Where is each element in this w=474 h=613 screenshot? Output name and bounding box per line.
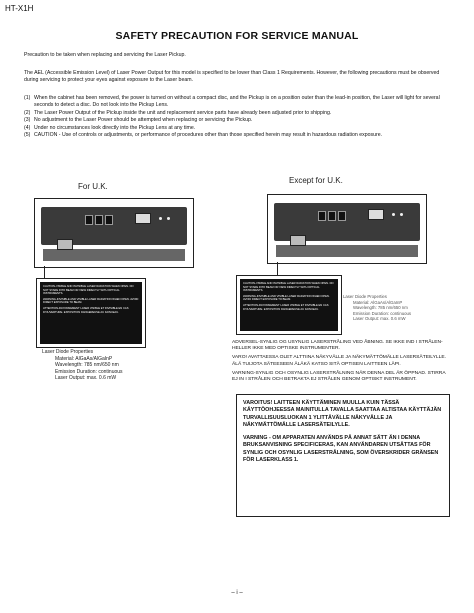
screw-icon [400,213,403,216]
properties-title: Laser Diode Properties [42,349,94,355]
export-caption: Except for U.K. [289,176,343,185]
properties-material: Material: AlGaAs/AlGaInP [55,355,113,362]
properties-duration: Emission Duration: continuous [353,310,412,316]
precaution-list [24,95,454,139]
precaution-text: The Laser Power Output of the Pickup inside the unit and replacement service parts have already been adjusted prior to shipping. [34,109,332,116]
screw-icon [167,217,170,220]
device-base-plate [276,245,418,257]
precaution-number: (2) [24,109,31,116]
uk-label-line: WARNING-INVISIBLE AND VISIBLE LASER RADIATION WHEN OPEN. AVOID DIRECT EXPOSURE TO BEAM. [43,297,139,305]
ael-text: The AEL (Accessible Emission Level) of Laser Power Output for this model is specified to be lower than Class 1 Requirements. However, the following precautions must be observed during servicing to protect your eyes against exposure to the Laser beam. [24,70,440,84]
nordic-caution-box [236,394,450,517]
precaution-item [24,95,454,110]
nordic-warnings [232,340,452,386]
export-label-line: WARNING-INVISIBLE AND VISIBLE LASER RADIATION WHEN OPEN. AVOID DIRECT EXPOSURE TO BEAM. [243,294,330,302]
precaution-text: No adjustment to the Laser Power should be attempted when replacing or servicing the Pickup. [34,117,253,124]
properties-wavelength: Wavelength: 785 nm/650 nm [353,305,408,311]
swedish-caution: VARNING - OM APPARATEN ANVÄNDS PÅ ANNAT SÄTT ÄN I DENNA BRUKSANVISNING SPECIFICERAS, KAN ANVÄNDAREN UTSÄTTAS FÖR SYNLIG OCH OSYNLIG LASERSTRÅLNING, SOM ÖVERSKRIDER GRÄNSEN FÖR LASERKLASS 1. [243,435,439,464]
export-device-rear-illustration [267,194,427,264]
properties-material: Material: AlGaAs/AlGaInP [353,299,403,305]
intro-text: Precaution to be taken when replacing and servicing the Laser Pickup. [24,52,186,58]
precaution-text: Under no circumstances look directly into the Pickup Lens at any time. [34,124,196,131]
uk-warning-label [36,278,146,348]
export-label-line: CAUTION-VISIBLE AND INVISIBLE LASER RADIATION WHEN OPEN. DO NOT STARE INTO BEAM OR VIEW DIRECTLY WITH OPTICAL INSTRUMENTS. [243,282,334,293]
properties-output: Laser Output: max. 0.6 mW [55,375,117,382]
precaution-text: CAUTION - Use of controls or adjustments, or performance of procedures other than those specified herein may result in hazardous radiation exposure. [34,132,383,139]
page-number: – i – [231,590,243,596]
screw-icon [159,217,162,220]
jack-icon [318,211,326,221]
uk-laser-properties [42,349,123,382]
jack-icon [95,215,103,225]
laser-label-marker-icon [290,235,306,246]
label-tag-icon [135,213,151,224]
export-label-line: ATTENTION-RAYONNEMENT LASER VISIBLE ET INVISIBLE EN CAS D'OUVERTURE. EXPOSITION DANGEREUSE AU FAISCEAU. [243,303,329,311]
finnish-warning: VARO! AVATTAESSA OLET ALTTIINA NÄKYVÄLLE JA NÄKYMÄTTÖMÄLLE LASERSÄTEILYLLE. ÄLÄ TUIJOTA SÄTEESEEN ÄLÄKÄ KATSO SITÄ OPTISEN LAITTEEN LÄPI. [232,355,446,367]
jack-icon [328,211,336,221]
precaution-item [24,125,454,132]
precaution-item [24,117,454,124]
device-base-plate [43,249,185,261]
precaution-text: When the cabinet has been removed, the power is turned on without a compact disc, and the Pickup is on a position outer than the lead-in position, the Laser will light for several seconds to detect a disc. Do not look into the Pickup Lens. [34,95,440,109]
export-laser-properties [343,294,411,322]
jack-icon [338,211,346,221]
jack-icon [85,215,93,225]
uk-label-line: CAUTION-VISIBLE AND INVISIBLE LASER RADIATION WHEN OPEN. DO NOT STARE INTO BEAM OR VIEW DIRECTLY WITH OPTICAL INSTRUMENTS. [43,285,134,296]
swedish-warning: VARNING-SYNLIG OCH OSYNLIG LASERSTRÅLNING NÄR DENNA DEL ÄR ÖPPNAD. STIRRA EJ IN I STRÅLEN OCH BETRAKTA EJ STRÅLEN GENOM OPTISKT INSTRUMENT. [232,370,446,383]
uk-device-rear-illustration [34,198,194,268]
properties-title: Laser Diode Properties [343,294,387,299]
laser-label-marker-icon [57,239,73,250]
page-title: SAFETY PRECAUTION FOR SERVICE MANUAL [115,30,359,42]
model-number: HT-X1H [5,4,34,13]
danish-warning: ADVERSEL-SYNLIG OG USYNLIG LASERSTRÅLING VED ÅBNING. SE IKKE IND I STRÅLEN-HELLER IKKE MED OPTISKE INSTRUMENTER. [232,340,443,352]
jack-icon [105,215,113,225]
leader-line [277,262,278,275]
uk-caption: For U.K. [78,182,108,191]
precaution-number: (3) [24,117,31,124]
screw-icon [392,213,395,216]
precaution-item [24,110,454,117]
export-warning-label [236,275,342,335]
precaution-number: (4) [24,124,31,131]
finnish-caution: VAROITUS! LAITTEEN KÄYTTÄMINEN MUULLA KUIN TÄSSÄ KÄYTTÖOHJEESSA MAINITULLA TAVALLA SAATTAA ALTISTAA KÄYTTÄJÄN TURVALLISUUSLUOKAN 1 YLITTÄVÄLLE NÄKYVÄLLE JA NÄKYMÄTTÖMÄLLE LASERSÄTEILYLLE. [243,400,442,428]
uk-label-line: ATTENTION-RAYONNEMENT LASER VISIBLE ET INVISIBLE EN CAS D'OUVERTURE. EXPOSITION DANGEREUSE AU FAISCEAU. [43,306,129,314]
leader-line [44,266,45,278]
label-tag-icon [368,209,384,220]
properties-output: Laser Output: max. 0.6 mW [353,316,406,322]
properties-duration: Emission Duration: continuous [55,368,123,375]
precaution-number: (5) [24,132,31,139]
properties-wavelength: Wavelength: 785 nm/650 nm [55,362,119,369]
precaution-item [24,132,454,139]
precaution-number: (1) [24,95,31,101]
